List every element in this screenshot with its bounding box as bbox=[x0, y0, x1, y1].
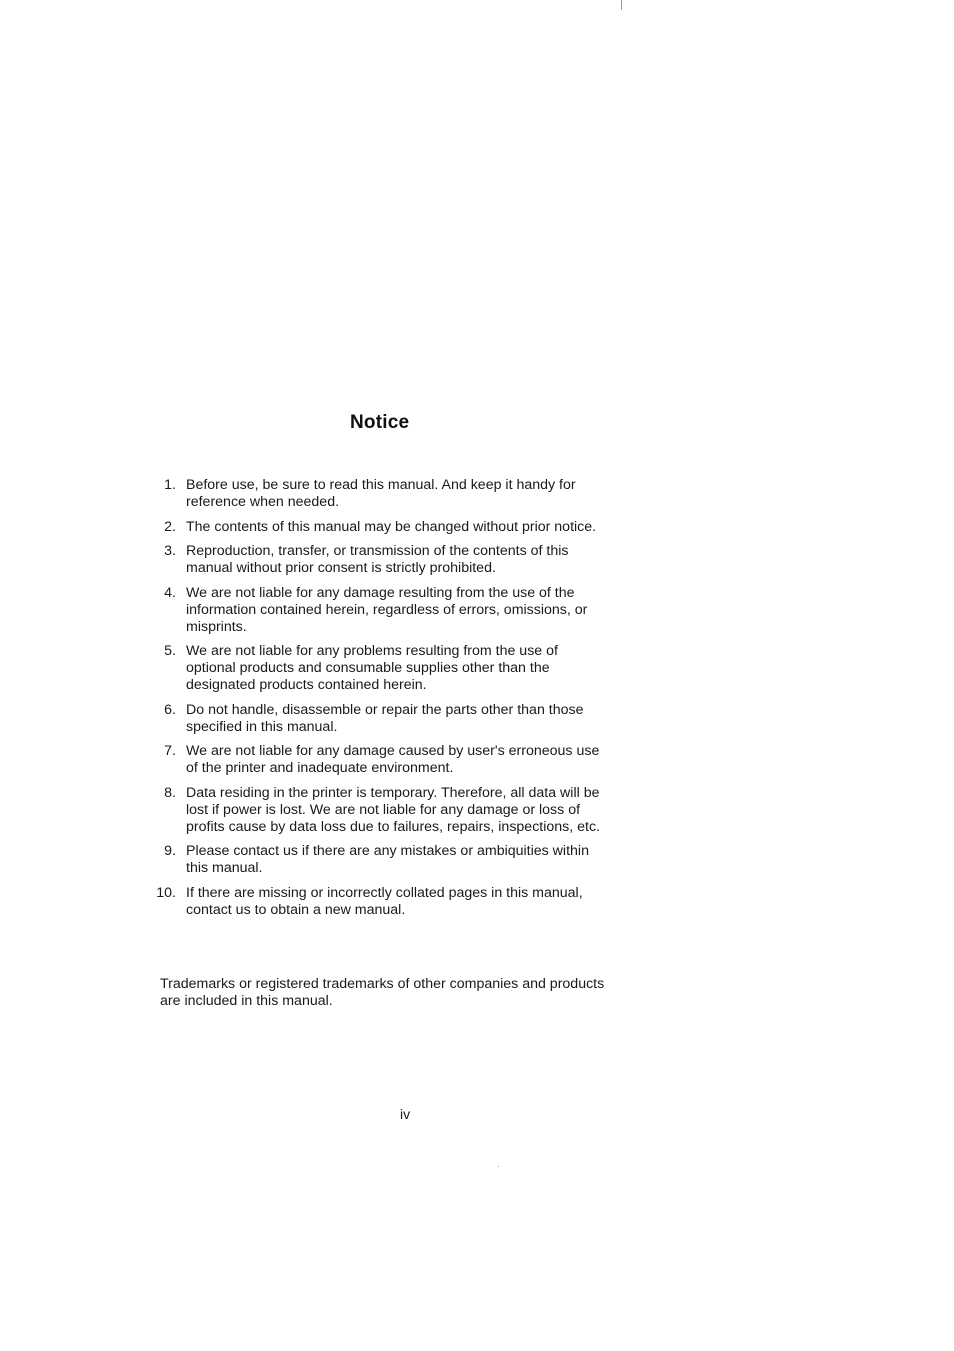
notice-list bbox=[150, 477, 640, 926]
list-item-text: If there are missing or incorrectly collated pages in this manual, contact us to obtain a new manual. bbox=[186, 884, 583, 918]
list-item-number: 5. bbox=[164, 643, 176, 659]
page-title: Notice bbox=[350, 412, 410, 433]
list-item bbox=[150, 702, 640, 736]
list-item-text: Data residing in the printer is temporary. Therefore, all data will be lost if power is lost. We are not liable for any damage or loss of profits cause by data loss due to failures, repairs, inspections, etc. bbox=[186, 784, 601, 835]
list-item bbox=[150, 585, 640, 636]
list-item-number: 6. bbox=[164, 701, 176, 718]
list-item-text: Before use, be sure to read this manual. And keep it handy for reference when needed. bbox=[186, 477, 576, 510]
list-item-number: 9. bbox=[164, 843, 176, 859]
list-item bbox=[150, 643, 640, 694]
trademark-note: Trademarks or registered trademarks of other companies and products are included in this manual. bbox=[160, 976, 605, 1009]
list-item-number: 2. bbox=[164, 518, 176, 535]
list-item-number: 8. bbox=[164, 784, 176, 801]
list-item-text: We are not liable for any damage caused by user's erroneous use of the printer and inadequate environment. bbox=[186, 743, 600, 776]
list-item-text: We are not liable for any damage resulting from the use of the information contained herein, regardless of errors, omissions, or misprints. bbox=[186, 584, 588, 635]
list-item-text: We are not liable for any problems resulting from the use of optional products and consumable supplies other than the designated products contained herein. bbox=[186, 643, 558, 693]
list-item-text: Reproduction, transfer, or transmission of the contents of this manual without prior consent is strictly prohibited. bbox=[186, 543, 569, 576]
list-item-text: The contents of this manual may be changed without prior notice. bbox=[186, 518, 597, 535]
list-item-number: 1. bbox=[164, 477, 176, 493]
list-item-number: 4. bbox=[164, 584, 176, 601]
list-item bbox=[150, 785, 640, 836]
list-item bbox=[150, 543, 640, 577]
list-item-number: 7. bbox=[164, 743, 176, 759]
scan-artifact-dot bbox=[498, 1166, 499, 1167]
list-item bbox=[150, 843, 640, 877]
list-item-number: 3. bbox=[164, 543, 176, 559]
list-item-text: Do not handle, disassemble or repair the parts other than those specified in this manual. bbox=[186, 701, 584, 735]
list-item bbox=[150, 885, 640, 919]
list-item bbox=[150, 519, 640, 536]
list-item-number: 10. bbox=[156, 884, 176, 901]
list-item bbox=[150, 477, 640, 511]
scan-artifact-mark bbox=[621, 0, 622, 10]
list-item-text: Please contact us if there are any mistakes or ambiquities within this manual. bbox=[186, 843, 589, 876]
list-item bbox=[150, 743, 640, 777]
page-number: iv bbox=[400, 1106, 411, 1122]
